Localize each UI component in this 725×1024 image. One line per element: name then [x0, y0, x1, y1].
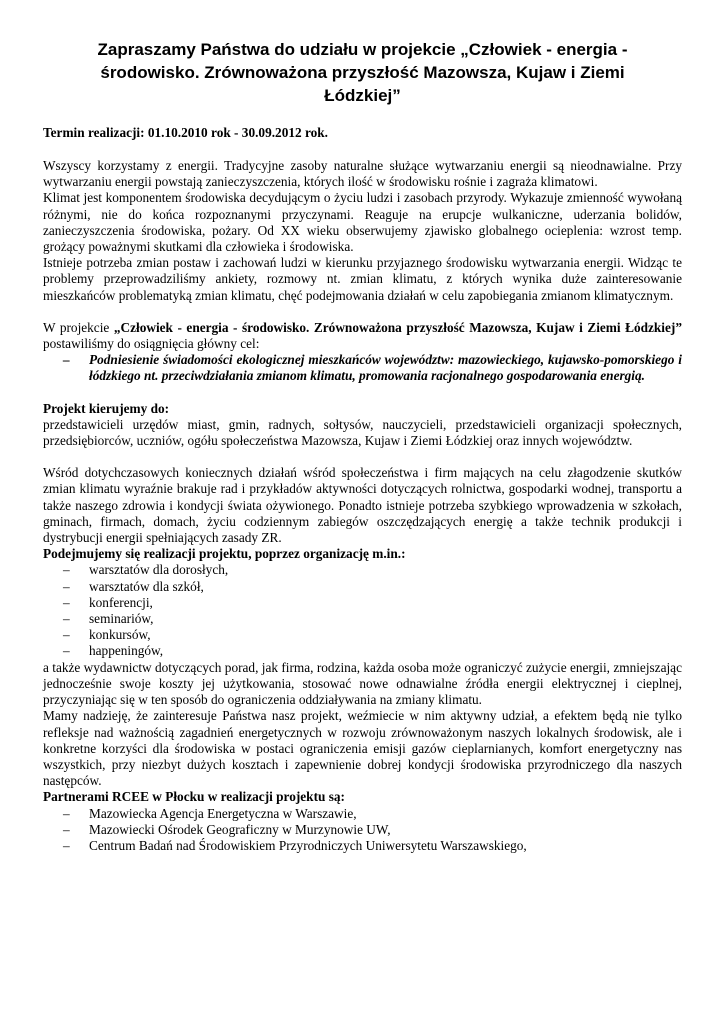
publications-paragraph: a także wydawnictw dotyczących porad, jak firma, rodzina, każda osoba może ograniczyć zużycie energii, zmniejszając jednocześnie swoje koszty jej użytkowania, stosować nowe odnawialne źródła energii elektrycznej i cieplnej, przyczyniając się w ten sposób do ograniczenia oddziaływania na zmiany klimatu.	[43, 659, 682, 708]
hope-paragraph: Mamy nadzieję, że zainteresuje Państwa nasz projekt, weźmiecie w nim aktywny udział, a efektem będą nie tylko refleksje nad ważnością zagadnień energetycznych w rozwoju zrównoważonym naszych lokalnych środowisk, ale i konkretne korzyści dla środowiska w postaci ograniczenia emisji gazów cieplarnianych, komfort energetyczny nas wszystkich, przy niezbyt dużych kosztach i zapewnienie dobrej kondycji środowiska przyrodniczego dla naszych następców.	[43, 708, 682, 789]
project-intro	[43, 320, 682, 352]
partners-heading: Partnerami RCEE w Płocku w realizacji projektu są:	[43, 789, 345, 805]
term-line: Termin realizacji: 01.10.2010 rok - 30.09.2012 rok.	[43, 125, 328, 140]
intro-paragraph-3: Istnieje potrzeba zmian postaw i zachowań ludzi w kierunku przyjaznego środowisku wytwarzania energii. Widząc te problemy przeprowadziliśmy ankiety, rozmowy nt. zmian klimatu, z których wynika duże zainteresowanie mieszkańców problematyką zmian klimatu, chęć podejmowania działań w celu zapobiegania zmianom klimatycznym.	[43, 255, 682, 303]
activities-list	[43, 562, 682, 659]
intro-paragraph-1: Wszyscy korzystamy z energii. Tradycyjne zasoby naturalne służące wytwarzaniu energii są nieodnawialne. Przy wytwarzaniu energii powstają zanieczyszczenia, których ilość w środowisku rośnie i zagraża klimatowi.	[43, 158, 682, 190]
list-item: – warsztatów dla szkół,	[43, 579, 682, 595]
project-intro-prefix: W projekcie	[43, 319, 114, 335]
partners-list	[43, 806, 682, 855]
actions-paragraph: Wśród dotychczasowych koniecznych działań wśród społeczeństwa i firm mających na celu złagodzenie skutków zmian klimatu wyraźnie brakuje rad i przykładów aktywności dotyczących rolnictwa, gospodarki wodnej, transportu a także naszego zdrowia i kondycji świata ożywionego. Ponadto istnieje potrzeba szybkiego wprowadzenia w szkołach, gminach, firmach, domach, życiu codziennym zabiegów oszczędzających energię a także technik produkcji i dystrybucji energii spełniających zasady ZR.	[43, 465, 682, 546]
project-name: „Człowiek - energia - środowisko. Zrównoważona przyszłość Mazowsza, Kujaw i Ziemi Łódzkiej”	[113, 319, 682, 335]
list-item: – Centrum Badań nad Środowiskiem Przyrodniczych Uniwersytetu Warszawskiego,	[43, 838, 682, 854]
list-item: – Mazowiecki Ośrodek Geograficzny w Murzynowie UW,	[43, 822, 682, 838]
project-intro-suffix: postawiliśmy do osiągnięcia główny cel:	[43, 336, 260, 352]
audience-text: przedstawicieli urzędów miast, gmin, radnych, sołtysów, nauczycieli, przedstawicieli organizacji społecznych, przedsiębiorców, uczniów, ogółu społeczeństwa Mazowsza, Kujaw i Ziemi Łódzkiej oraz innych województw.	[43, 416, 682, 449]
audience-heading: Projekt kierujemy do:	[43, 400, 170, 416]
list-item: – warsztatów dla dorosłych,	[43, 562, 682, 578]
goal-list	[43, 352, 682, 384]
list-item: – seminariów,	[43, 611, 682, 627]
intro-paragraph-2: Klimat jest komponentem środowiska decydującym o życiu ludzi i zasobach przyrody. Wykazuje zmienność wywołaną różnymi, nie do końca rozpoznanymi przyczynami. Reaguje na erupcje wulkaniczne, uderzania bolidów, zanieczyszczenia środowiska, pożary. Od XX wieku obserwujemy zjawisko globalnego ocieplenia: wzrost temp. grożący poważnymi skutkami dla człowieka i środowiska.	[43, 190, 682, 255]
list-item: – konferencji,	[43, 595, 682, 611]
goal-item: – Podniesienie świadomości ekologicznej mieszkańców województw: mazowieckiego, kujawsko-pomorskiego i łódzkiego nt. przeciwdziałania zmianom klimatu, promowania racjonalnego gospodarowania energią.	[43, 352, 682, 384]
list-item: – konkursów,	[43, 627, 682, 643]
activities-heading: Podejmujemy się realizacji projektu, poprzez organizację m.in.:	[43, 546, 406, 562]
list-item: – Mazowiecka Agencja Energetyczna w Warszawie,	[43, 806, 682, 822]
list-item: – happeningów,	[43, 643, 682, 659]
page-title: Zapraszamy Państwa do udziału w projekcie „Człowiek - energia - środowisko. Zrównoważona przyszłość Mazowsza, Kujaw i Ziemi Łódzkiej”	[97, 40, 628, 105]
